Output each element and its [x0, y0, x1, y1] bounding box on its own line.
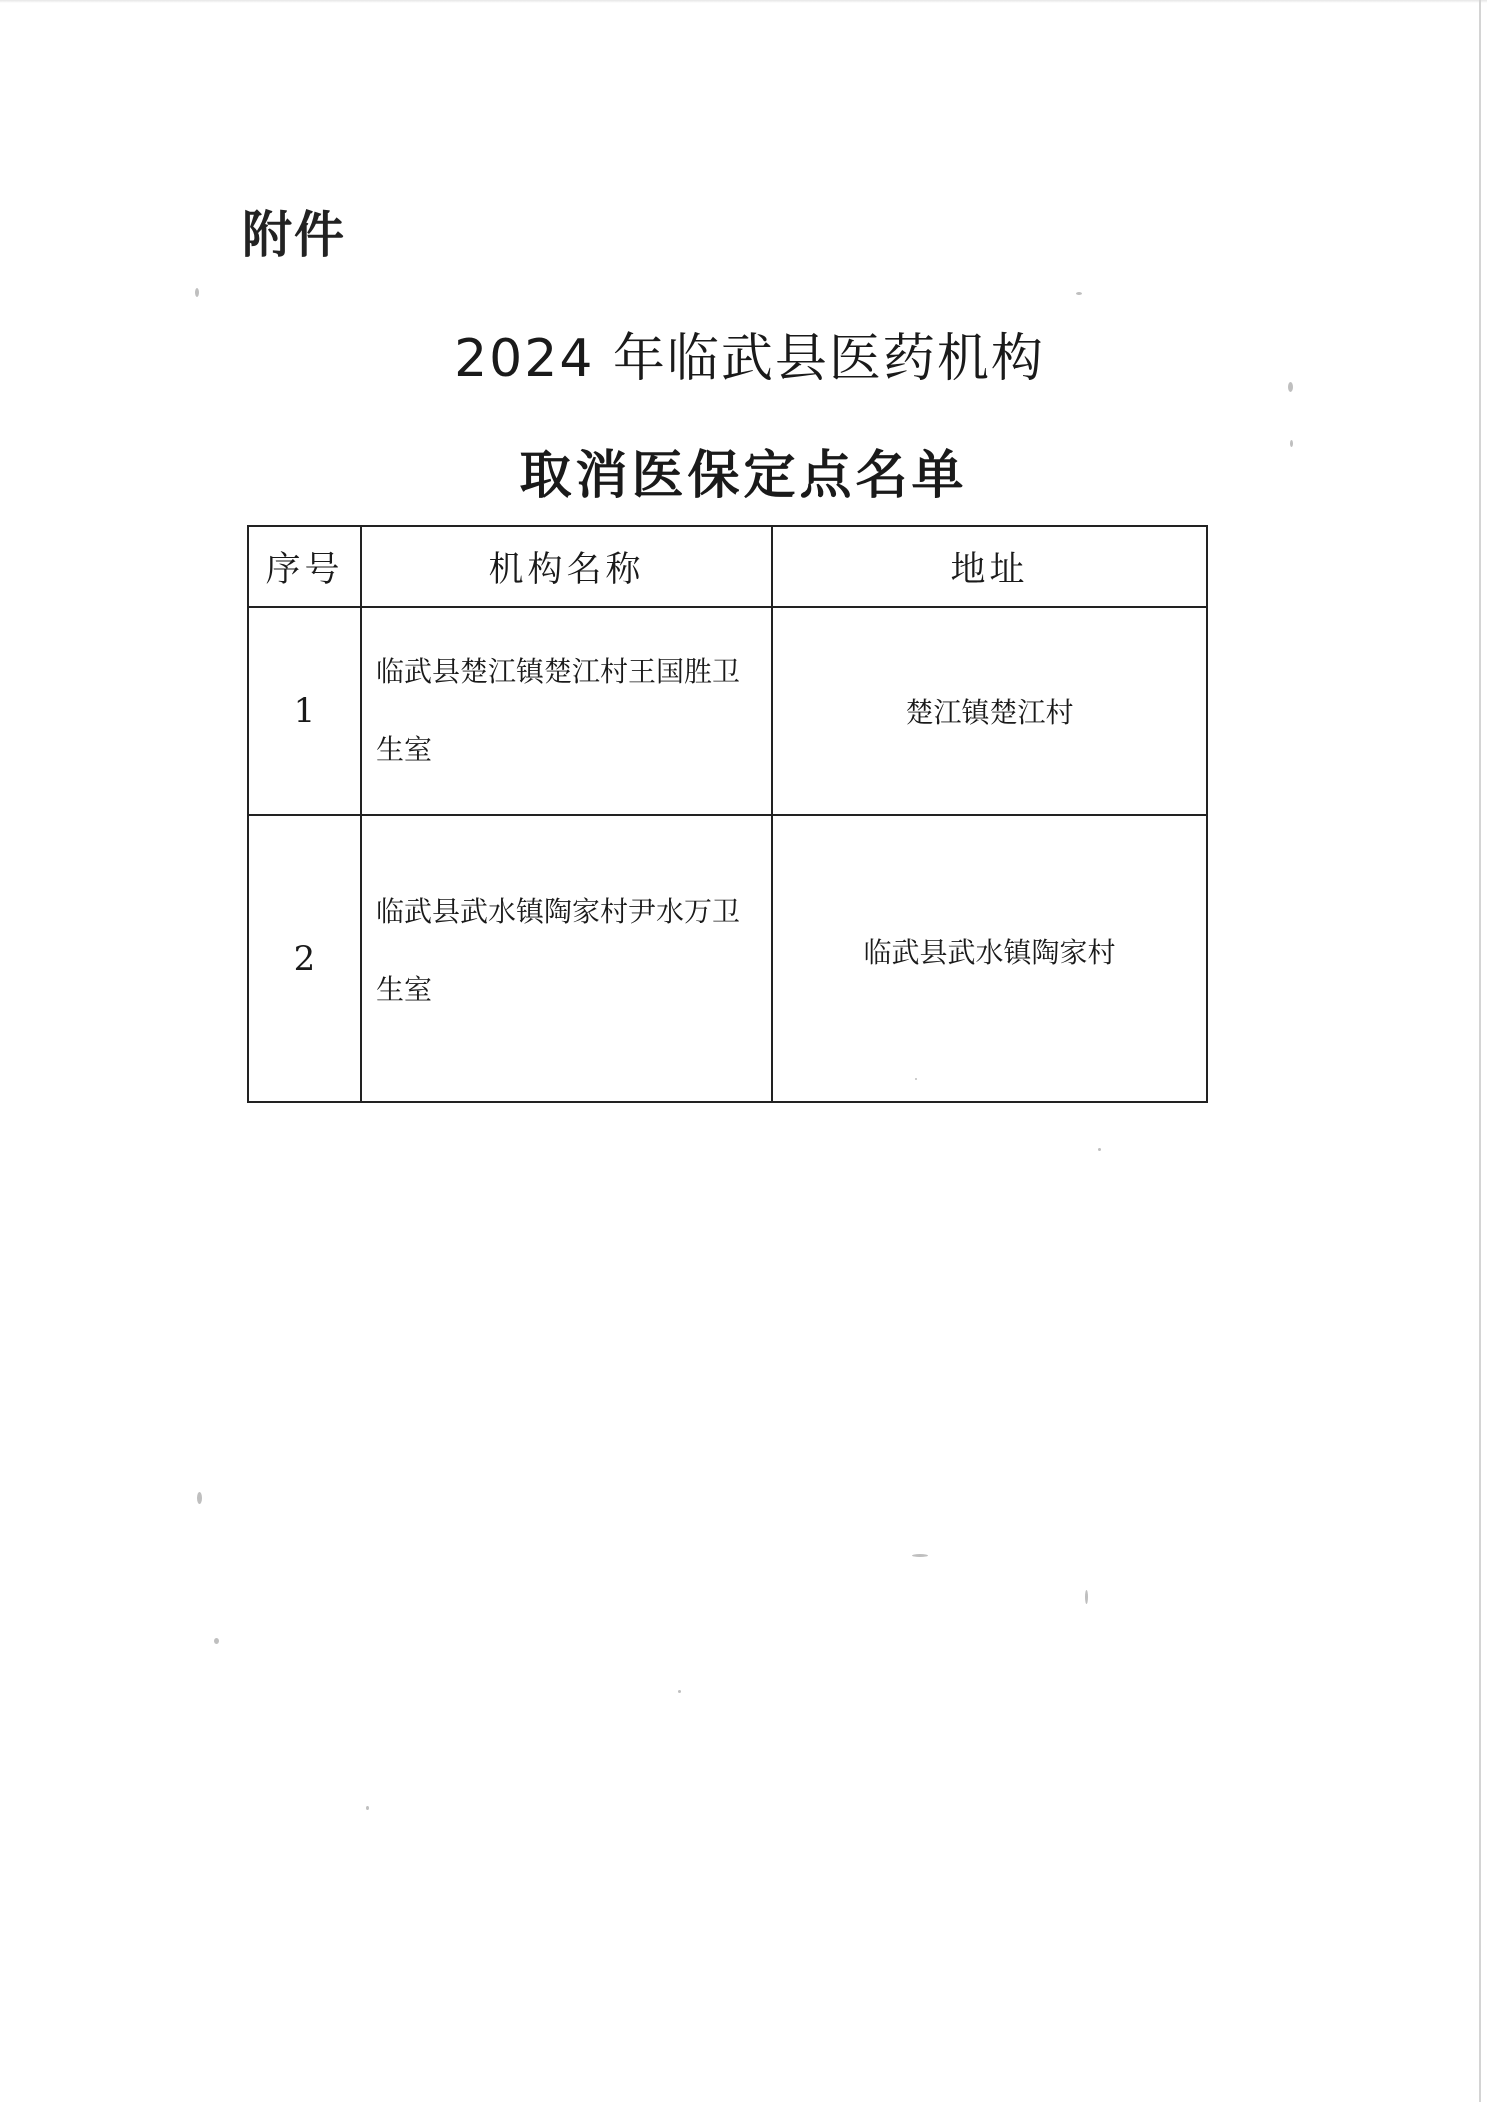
scan-top-edge — [0, 0, 1487, 3]
delisted-institutions-table — [247, 525, 1208, 1103]
row-institution-name: 临武县楚江镇楚江村王国胜卫生室 — [361, 607, 772, 815]
attachment-label: 附件 — [242, 206, 346, 264]
header-address: 地址 — [772, 526, 1207, 607]
scan-speck — [915, 1078, 917, 1080]
header-institution-name: 机构名称 — [361, 526, 772, 607]
scan-speck — [197, 1492, 202, 1504]
row-institution-name: 临武县武水镇陶家村尹水万卫生室 — [361, 815, 772, 1102]
scan-speck — [214, 1638, 219, 1644]
document-title-line-1: 2024 年临武县医药机构 — [454, 329, 1045, 389]
row-seq: 1 — [248, 607, 361, 815]
scan-speck — [678, 1690, 681, 1693]
document-title-line-2: 取消医保定点名单 — [519, 446, 968, 506]
row-address: 临武县武水镇陶家村 — [772, 815, 1207, 1102]
scan-speck — [1288, 382, 1293, 392]
scan-speck — [195, 288, 199, 297]
header-seq: 序号 — [248, 526, 361, 607]
table-row — [248, 815, 1207, 1102]
scan-speck — [912, 1554, 928, 1557]
table-header-row — [248, 526, 1207, 607]
table-row — [248, 607, 1207, 815]
scan-speck — [1076, 292, 1082, 295]
row-address: 楚江镇楚江村 — [772, 607, 1207, 815]
scan-speck — [366, 1806, 369, 1810]
row-seq: 2 — [248, 815, 361, 1102]
scan-speck — [1085, 1590, 1088, 1604]
scan-speck — [1098, 1148, 1101, 1151]
scan-speck — [1290, 440, 1293, 447]
